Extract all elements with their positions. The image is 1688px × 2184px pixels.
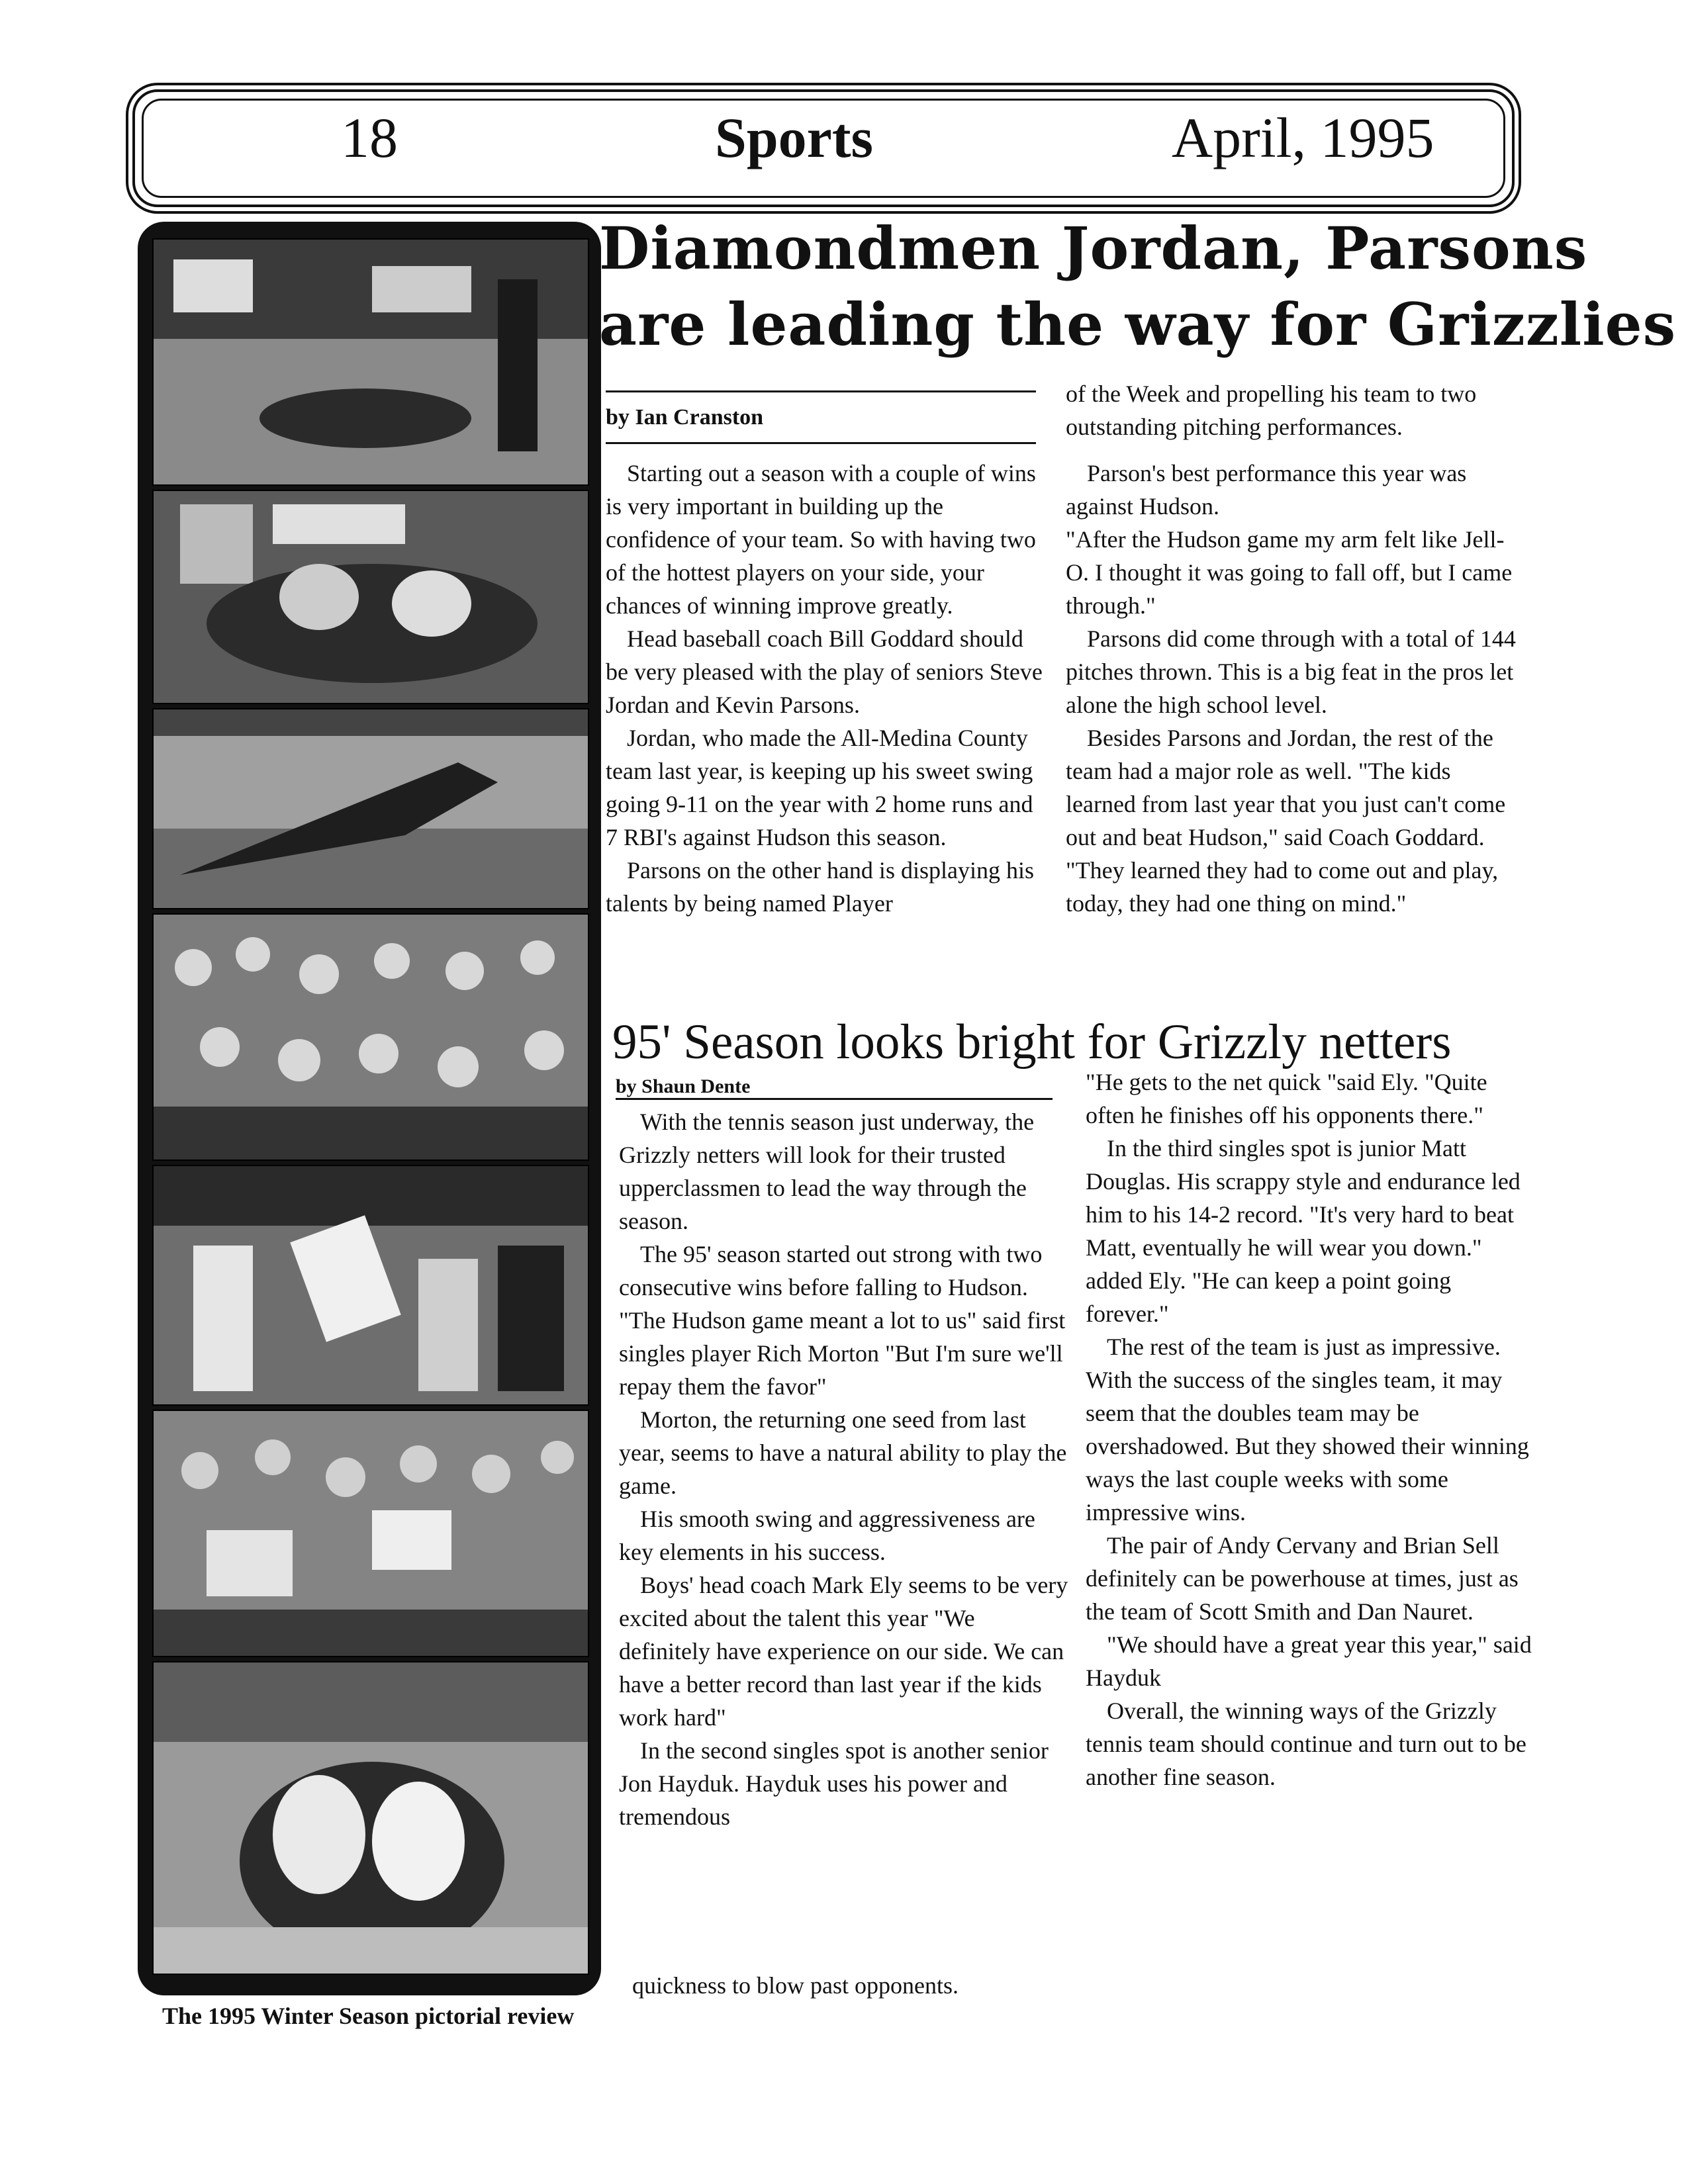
article1-paragraph: Parson's best performance this year was against Hudson. (1066, 460, 1467, 520)
article2-paragraph: Overall, the winning ways of the Grizzly tennis team should continue and turn out to be another fine season. (1086, 1698, 1526, 1790)
photo-crowd-2 (152, 1410, 589, 1657)
article1-headline-line1: Diamondmen Jordan, Parsons (599, 214, 1588, 283)
article2-paragraph: With the tennis season just underway, the Grizzly netters will look for their trusted upperclassmen to lead the way through the season. (619, 1109, 1035, 1234)
article1-column-2 (1066, 377, 1523, 920)
article2-paragraph: His smooth swing and aggressiveness are key elements in his success. (619, 1506, 1035, 1565)
article1-paragraph: Jordan, who made the All-Medina County team last year, is keeping up his sweet swing going 9-11 on the year with 2 home runs and 7 RBI's against Hudson this season. (606, 725, 1033, 850)
article2-paragraph: In the third singles spot is junior Matt Douglas. His scrappy style and endurance led him to his 14-2 record. "It's very hard to beat Matt, eventually he will wear you down." added Ely. "He can keep a point going forever." (1086, 1135, 1521, 1327)
photo-wrestling-team (152, 490, 589, 704)
article2-paragraph: The 95' season started out strong with two consecutive wins before falling to Hudson. (619, 1241, 1043, 1300)
article2-byline: by Shaun Dente (616, 1075, 1053, 1100)
photo-crowd-1 (152, 913, 589, 1161)
photo-team-huddle (152, 1661, 589, 1975)
article1-paragraph: "After the Hudson game my arm felt like Jell-O. I thought it was going to fall off, but I came through." (1066, 526, 1513, 619)
article1-paragraph: Starting out a season with a couple of wins is very important in building up the confidence of your team. So with having two of the hottest players on your side, your chances of winning improve greatly. (606, 460, 1036, 619)
article2-paragraph: "He gets to the net quick "said Ely. "Quite often he finishes off his opponents there." (1086, 1069, 1487, 1128)
article1-column-1 (606, 457, 1043, 920)
article2-paragraph: "The Hudson game meant a lot to us" said first singles player Rich Morton "But I'm sure we'll repay them the favor" (619, 1307, 1066, 1400)
photo-cheerleaders (152, 1165, 589, 1406)
article1-paragraph: Head baseball coach Bill Goddard should be very pleased with the play of seniors Steve Jordan and Kevin Parsons. (606, 625, 1043, 718)
article2-paragraph: In the second singles spot is another senior Jon Hayduk. Hayduk uses his power and tremendous (619, 1737, 1049, 1830)
article1-paragraph: Parsons did come through with a total of 144 pitches thrown. This is a big feat in the pros let alone the high school level. (1066, 625, 1516, 718)
article2-headline: 95' Season looks bright for Grizzly netters (612, 1015, 1452, 1069)
article2-paragraph: Boys' head coach Mark Ely seems to be very excited about the talent this year "We definitely have experience on our side. We can have a better record than last year if the kids work hard" (619, 1572, 1068, 1731)
section-title: Sports (715, 106, 873, 169)
article2-column-1-tail: quickness to blow past opponents. (632, 1972, 959, 1999)
article1-byline: by Ian Cranston (606, 405, 764, 430)
article2-paragraph: The rest of the team is just as impressive. With the success of the singles team, it may seem that the doubles team may be overshadowed. But they showed their winning ways the last couple weeks with some impressive wins. (1086, 1334, 1529, 1525)
article1-headline-line2: are leading the way for Grizzlies (599, 290, 1677, 359)
article2-column-2 (1086, 1066, 1536, 1794)
photo-wrestling (152, 238, 589, 486)
photo-swimmer (152, 708, 589, 909)
issue-date: April, 1995 (1172, 106, 1434, 169)
article1-paragraph: Besides Parsons and Jordan, the rest of the team had a major role as well. "The kids learned from last year that you just can't come out and beat Hudson," said Coach Goddard. "They learned they had to come out and play, today, they had one thing on mind." (1066, 725, 1506, 917)
page-number: 18 (341, 106, 398, 169)
byline-rule-bottom (606, 442, 1036, 444)
article1-paragraph: of the Week and propelling his team to two outstanding pitching performances. (1066, 381, 1477, 440)
article2-paragraph: The pair of Andy Cervany and Brian Sell definitely can be powerhouse at times, just as the team of Scott Smith and Dan Nauret. (1086, 1532, 1519, 1625)
article2-paragraph: Morton, the returning one seed from last year, seems to have a natural ability to play the game. (619, 1406, 1067, 1499)
photo-collage (138, 222, 601, 1995)
article1-paragraph: Parsons on the other hand is displaying his talents by being named Player (606, 857, 1034, 917)
photo-caption: The 1995 Winter Season pictorial review (162, 2003, 575, 2029)
byline-rule-top (606, 390, 1036, 392)
article2-column-1 (619, 1105, 1069, 1833)
article2-paragraph: "We should have a great year this year," said Hayduk (1086, 1631, 1532, 1691)
